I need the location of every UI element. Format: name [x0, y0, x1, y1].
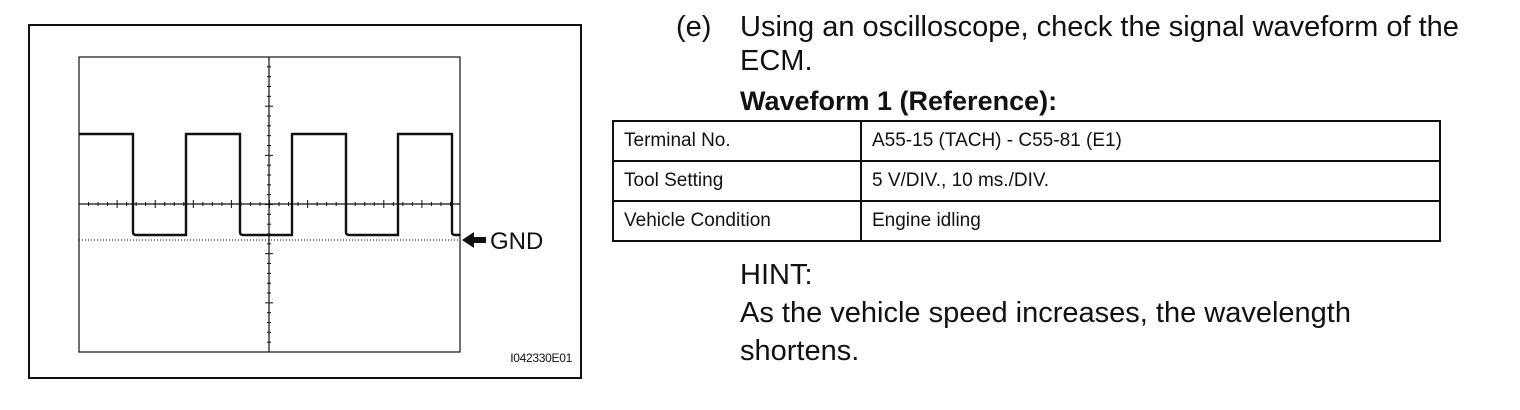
gnd-arrow-icon: [462, 232, 486, 248]
oscilloscope-figure: [28, 24, 582, 379]
step-marker: (e): [676, 11, 712, 43]
table-row: [613, 121, 1440, 161]
table-cell-value: Engine idling: [861, 201, 1440, 241]
table-cell-label: Vehicle Condition: [613, 201, 861, 241]
waveform-spec-table: [612, 120, 1441, 242]
table-row: [613, 201, 1440, 241]
step-text: Using an oscilloscope, check the signal waveform of the ECM.: [740, 11, 1459, 77]
table-cell-label: Terminal No.: [613, 121, 861, 161]
waveform-diagram: [30, 26, 584, 381]
table-cell-label: Tool Setting: [613, 161, 861, 201]
hint-label: HINT:: [740, 259, 813, 291]
figure-id: I042330E01: [510, 351, 572, 365]
waveform-heading: Waveform 1 (Reference):: [740, 86, 1058, 116]
gnd-label: GND: [490, 228, 544, 255]
hint-text: As the vehicle speed increases, the wavelength shortens.: [740, 297, 1351, 367]
table-cell-value: 5 V/DIV., 10 ms./DIV.: [861, 161, 1440, 201]
table-row: [613, 161, 1440, 201]
table-cell-value: A55-15 (TACH) - C55-81 (E1): [861, 121, 1440, 161]
